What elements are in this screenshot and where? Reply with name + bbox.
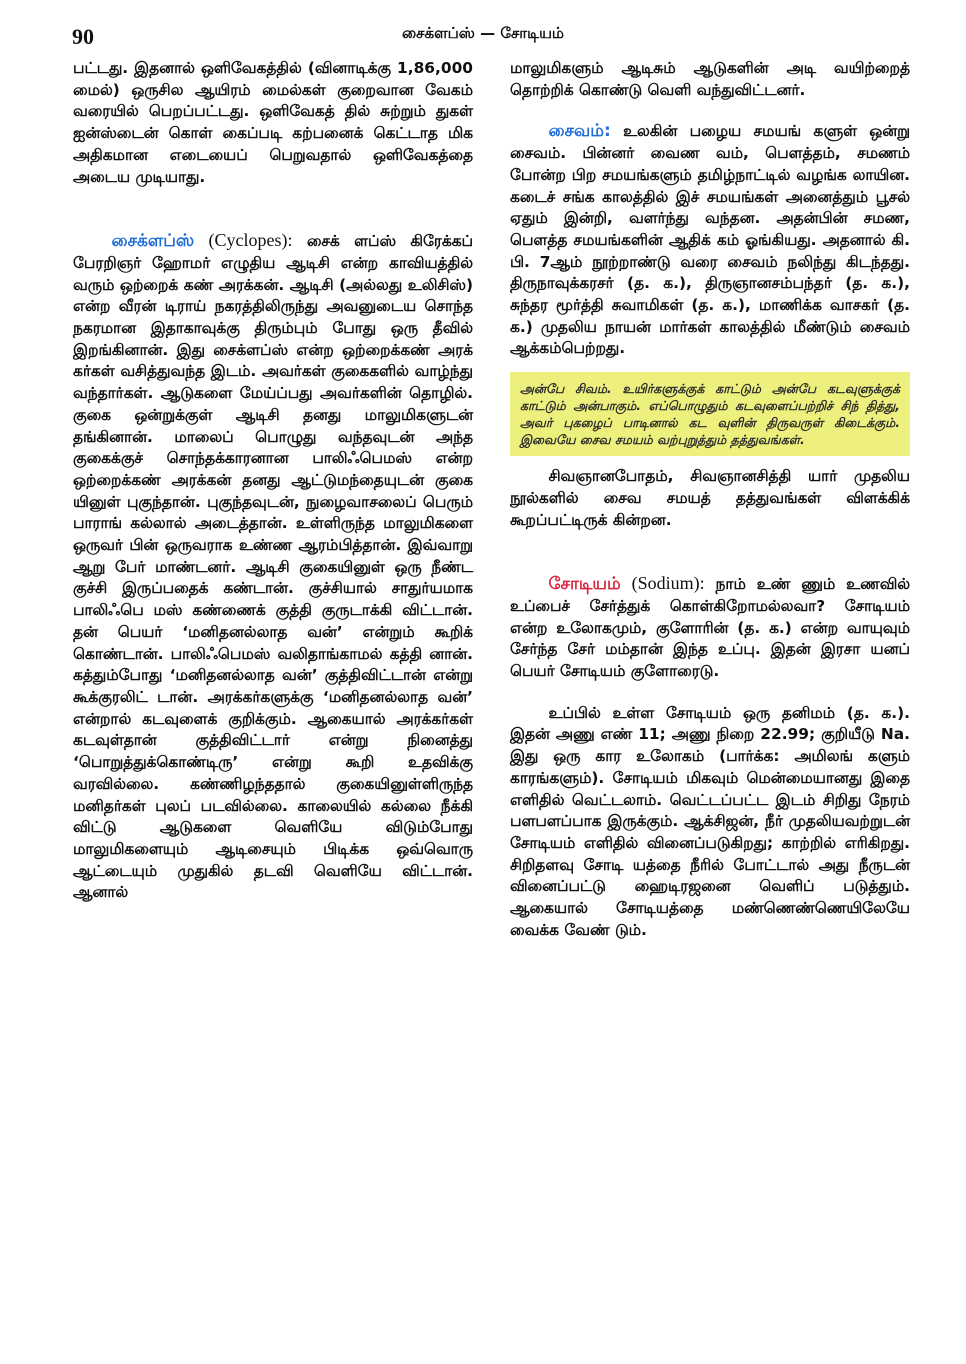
page-number: 90 xyxy=(72,24,94,49)
sodium-body-2: உப்பில் உள்ள சோடியம் ஒரு தனிமம் (த. க.). இதன் அணு எண் 11; அணு நிறை 22.99; குறியீடு Na. இது ஒரு கார உலோகம் (பார்க்க: அமிலங் களும் காரங்களும்). சோடியம் மிகவும் மென்மையானது இதை எளிதில் வெட்டலாம். வெட்டப்பட்ட இடம் சிறிது நேரம் பளபளப்பாக இருக்கும். ஆக்சிஜன், நீர் முதலியவற்றுடன் சோடியம் எளிதில் வினைப்படுகிறது; காற்றில் எரிகிறது. சிறிதளவு சோடி யத்தை நீரில் போட்டால் அது நீருடன் வினைப்பட்டு ஹைடிரஜனை வெளிப் படுத்தும். ஆகையால் சோடியத்தை மண்ணெண்ணெயிலேயே வைக்க வேண் டும். xyxy=(510,703,910,939)
sodium-body-1: நாம் உண் ணும் உணவில் உப்பைச் சேர்த்துக் கொள்கிறோமல்லவா? சோடியம் என்ற உலோகமும், குளோரின் (த. க.) என்ற வாயுவும் சேர்ந்த சேர் மம்தான் இந்த உப்பு. இதன் இரசா யனப் பெயர் சோடியம் குளோரைடு. xyxy=(510,575,910,681)
running-head: சைக்ளப்ஸ் — சோடியம் xyxy=(401,24,564,42)
heading-saivam: சைவம்: xyxy=(548,121,611,142)
right-paragraph-1: மாலுமிகளும் ஆடிசும் ஆடுகளின் அடி வயிற்றைத் தொற்றிக் கொண்டு வெளி வந்துவிட்டனர். xyxy=(510,59,910,99)
cyclopes-body: சைக் ளப்ஸ் கிரேக்கப் பேரறிஞர் ஹோமர் எழுதிய ஆடிசி என்ற காவியத்தில் வரும் ஒற்றைக் கண் அரக்கன். ஆடிசி (அல்லது உலிசிஸ்) என்ற வீரன் டிராய் நகரத்திலிருந்து அவனுடைய சொந்த நகரமான இதாகாவுக்கு திரும்பும் போது ஒரு தீவில் இறங்கினான். இது சைக்ளப்ஸ் என்ற ஒற்றைக்கண் அரக் கர்கள் வசித்துவந்த இடம். அவர்கள் குகைகளில் வாழ்ந்து வந்தார்கள். ஆடுகளை மேய்ப்பது அவர்களின் தொழில். குகை ஒன்றுக்குள் ஆடிசி தனது மாலுமிகளுடன் தங்கினான். மாலைப் பொழுது வந்தவுடன் அந்த குகைக்குச் சொந்தக்காரனான பாலிஃபெமஸ் என்ற ஒற்றைக்கண் அரக்கன் தனது ஆட்டுமந்தையுடன் குகை யினுள் புகுந்தான். புகுந்தவுடன், நுழைவாசலைப் பெரும் பாராங் கல்லால் அடைத்தான். உள்ளிருந்த மாலுமிகளை ஒருவர் பின் ஒருவராக உண்ண ஆரம்பித்தான். இவ்வாறு ஆறு பேர் மாண்டனர். ஆடிசி குகையினுள் ஒரு நீண்ட குச்சி இருப்பதைக் கண்டான். குச்சியால் சாதுர்யமாக பாலிஃபெ மஸ் கண்ணைக் குத்தி குருடாக்கி விட்டான். தன் பெயர் ‘மனிதனல்லாத வன்’ என்றும் கூறிக் கொண்டான். பாலிஃபெமஸ் வலிதாங்காமல் கத்தி னான். கத்தும்போது ‘மனிதனல்லாத வன்’ குத்திவிட்டான் என்று கூக்குரலிட் டான். அரக்கர்களுக்கு ‘மனிதனல்லாத வன்’ என்றால் கடவுளைக் குறிக்கும். ஆகையால் அரக்கர்கள் கடவுள்தான் குத்திவிட்டார் என்று நினைத்து ‘பொறுத்துக்கொண்டிரு’ என்று கூறி உதவிக்கு வரவில்லை. கண்ணிழந்ததால் குகையினுள்ளிருந்த மனிதர்கள் புலப் படவில்லை. காலையில் கல்லை நீக்கி விட்டு ஆடுகளை வெளியே விடும்போது மாலுமிகளையும் ஆடிசையும் பிடிக்க ஒவ்வொரு ஆட்டையும் முதுகில் தடவி வெளியே விட்டான். ஆனால் xyxy=(73,232,473,902)
heading-cyclopes-latin: (Cyclopes): xyxy=(208,230,293,251)
right-column xyxy=(510,58,910,942)
highlighted-quote-box xyxy=(510,372,910,456)
entry-sodium xyxy=(510,573,910,683)
quote-text: அன்பே சிவம். உயிர்களுக்குக் காட்டும் அன்பே கடவுளுக்குக் காட்டும் அன்பாகும். எப்பொழுதும் கடவுளைப்பற்றிச் சிந் தித்து, அவர் புகழைப் பாடினால் கட வுளின் திருவருள் கிடைக்கும். இவையே சைவ சமயம் வற்புறுத்தும் தத்துவங்கள். xyxy=(520,381,900,448)
entry-saivam xyxy=(510,121,910,360)
heading-cyclopes: சைக்ளப்ஸ் xyxy=(111,231,195,252)
left-paragraph-1: பட்டது. இதனால் ஒளிவேகத்தில் (வினாடிக்கு 1,86,000 மைல்) ஒருசில ஆயிரம் மைல்கள் குறைவான வேகம் வரையில் பெறப்பட்டது. ஒளிவேகத் தில் சுற்றும் துகள் ஐன்ஸ்டைன் கொள் கைப்படி கற்பனைக் கெட்டாத மிக அதிகமான எடையைப் பெறுவதால் ஒளிவேகத்தை அடைய முடியாது. xyxy=(73,59,473,186)
left-column xyxy=(73,58,473,904)
right-paragraph-3: சிவஞானபோதம், சிவஞானசித்தி யார் முதலிய நூல்களில் சைவ சமயத் தத்துவங்கள் விளக்கிக் கூறப்பட்டிருக் கின்றன. xyxy=(510,467,910,529)
heading-sodium: சோடியம் xyxy=(548,574,621,595)
entry-cyclopes xyxy=(73,230,473,904)
saivam-body: உலகின் பழைய சமயங் களுள் ஒன்று சைவம். பின்னர் வைண வம், பௌத்தம், சமணம் போன்ற பிற சமயங்களும் தமிழ்நாட்டில் வழங்க லாயின. கடைச் சங்க காலத்தில் இச் சமயங்கள் அனைத்தும் பூசல் ஏதும் இன்றி, வளர்ந்து வந்தன. அதன்பின் சமண, பௌத்த சமயங்களின் ஆதிக் கம் ஓங்கியது. அதனால் கி. பி. 7ஆம் நூற்றாண்டு வரை சைவம் நலிந்து கிடந்தது. திருநாவுக்கரசர் (த. க.), திருஞானசம்பந்தர் (த. க.), சுந்தர மூர்த்தி சுவாமிகள் (த. க.), மாணிக்க வாசகர் (த. க.) முதலிய நாயன் மார்கள் காலத்தில் மீண்டும் சைவம் ஆக்கம்பெற்றது. xyxy=(510,122,910,358)
heading-sodium-latin: (Sodium): xyxy=(631,573,705,594)
